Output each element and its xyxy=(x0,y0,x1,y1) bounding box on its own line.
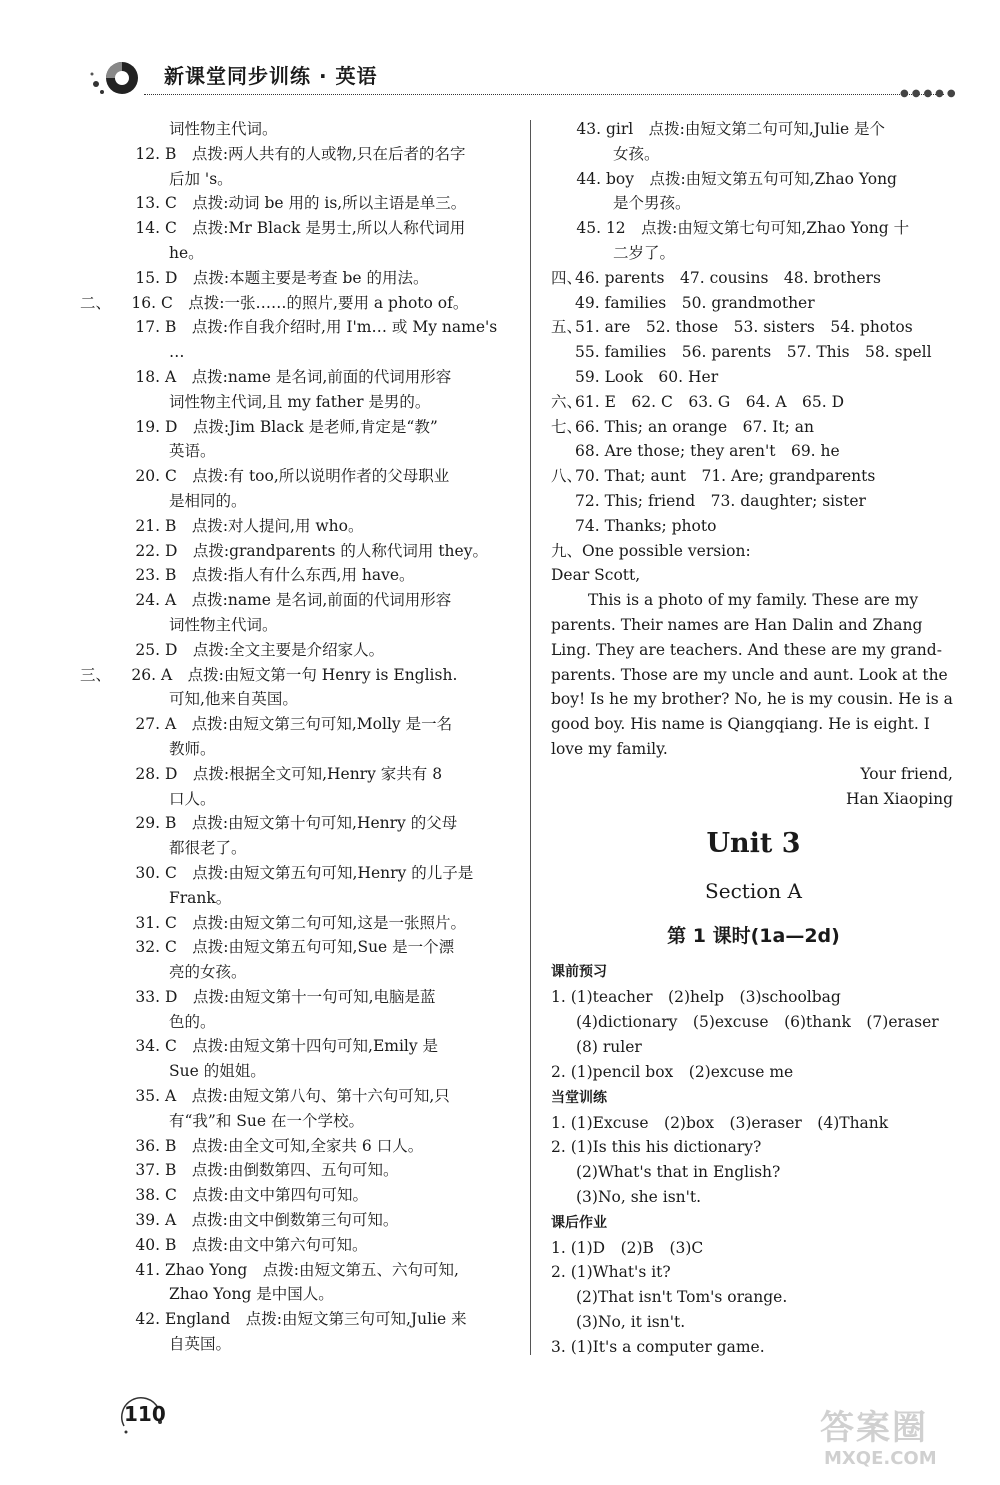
letter-line: good boy. His name is Qiangqiang. He is eight. I xyxy=(551,715,930,734)
answer-45: 45. 12 点拨:由短文第七句可知,Zhao Yong 十 xyxy=(576,219,910,238)
book-logo-icon xyxy=(88,54,146,98)
answer-31: 31. C 点拨:由短文第二句可知,这是一张照片。 xyxy=(135,913,466,932)
answers-49-50: 49. families 50. grandmother xyxy=(575,293,815,312)
preview-heading: 课前预习 xyxy=(551,964,607,981)
preview-answer-1: 1. (1)teacher (2)help (3)schoolbag xyxy=(551,988,841,1007)
answer-34: 34. C 点拨:由短文第十四句可知,Emily 是 xyxy=(135,1037,439,1056)
letter-line: boy! Is he my brother? No, he is my cousin. He is a xyxy=(551,690,953,709)
column-divider xyxy=(530,120,531,1355)
answer-12: 12. B 点拨:两人共有的人或物,只在后者的名字 xyxy=(135,144,466,163)
answer-20: 20. C 点拨:有 too,所以说明作者的父母职业 xyxy=(135,467,450,486)
answer-22: 22. D 点拨:grandparents 的人称代词用 they。 xyxy=(135,541,488,560)
answer-24: 24. A 点拨:name 是名词,前面的代词用形容 xyxy=(135,591,452,610)
answer-36: 36. B 点拨:由全文可知,全家共 6 口人。 xyxy=(135,1136,424,1155)
answer-13: 13. C 点拨:动词 be 用的 is,所以主语是单三。 xyxy=(135,194,467,213)
answer-14: 14. C 点拨:Mr Black 是男士,所以人称代词用 xyxy=(135,219,466,238)
answer-28: 28. D 点拨:根据全文可知,Henry 家共有 8 xyxy=(135,764,443,783)
letter-line: parents. Those are my uncle and aunt. Look at the xyxy=(551,665,948,684)
answer-39: 39. A 点拨:由文中倒数第三句可知。 xyxy=(135,1211,399,1230)
answer-42: 42. England 点拨:由短文第三句可知,Julie 来 xyxy=(135,1310,467,1329)
homework-heading: 课后作业 xyxy=(551,1214,607,1231)
unit-title: Unit 3 xyxy=(706,828,801,860)
answer-29: 29. B 点拨:由短文第十句可知,Henry 的父母 xyxy=(135,814,458,833)
answers-68-69: 68. Are those; they aren't 69. he xyxy=(575,442,840,461)
answer-15: 15. D 点拨:本题主要是考查 be 的用法。 xyxy=(135,268,429,287)
letter-signature: Han Xiaoping xyxy=(845,789,953,808)
class-answer-1: 1. (1)Excuse (2)box (3)eraser (4)Thank xyxy=(551,1113,889,1132)
section-title: Section A xyxy=(705,879,802,904)
homework-answer-2: 2. (1)What's it? xyxy=(551,1263,671,1282)
left-column: 词性物主代词。 12. B 点拨:两人共有的人或物,只在后者的名字 后加 's。 13. C 点拨:动词 be 用的 is,所以主语是单三。 14. C 点拨:Mr Black 是男士,所以人称代词用 he。 15. D 点拨:本题主要是考查 be 的用法。 二、 16. C 点拨:一张……的照片,要用 a photo of。 17. B 点拨:作自我介绍时,用 I'm… 或 My name's … 18. A 点拨:name 是名词,前面的代词用形容 词性物主代词,且 my father 是男的。 19. D 点拨:Jim Black 是老师,肯定是“教” 英语。 20. C 点拨:有 too,所以说明作者的父母职业 是相同的。 21. B 点拨:对人提问,用 who。 22. D 点拨:grandparents 的人称代词用 they。 23. B 点拨:指人有什么东西,用 have。 24. A 点拨:name 是名词,前面的代词用形容 词性物主代词。 25. D 点拨:全文主要是介绍家人。 三、 26. A 点拨:由短文第一句 Henry is English. 可知,他来自英国。 27. A 点拨:由短文第三句可知,Molly 是一名 教师。 28. D 点拨:根据全文可知,Henry 家共有 8 口人。 29. B 点拨:由短文第十句可知,Henry 的父母 都很老了。 30. C 点拨:由短文第五句可知,Henry 的儿子是 Frank。 31. C 点拨:由短文第二句可知,这是一张照片。 32. C 点拨:由短文第五句可知,Sue 是一个漂 亮的女孩。 33. D 点拨:由短文第十一句可知,电脑是蓝 色的。 34. C 点拨:由短文第十四句可知,Emily 是 Sue 的姐姐。 35. A 点拨:由短文第八句、第十六句可知,只 有“我”和 Sue 在一个学校。 36. B 点拨:由全文可知,全家共 6 口人。 37. B 点拨:由倒数第四、五句可知。 38. C 点拨:由文中第四句可知。 39. A 点拨:由文中倒数第三句可知。 40. B 点拨:由文中第六句可知。 41. Zhao Yong 点拨:由短文第五、六句可知, Zhao Yong 是中国人。 42. England 点拨:由短文第三句可知,Julie 来 自英国。 xyxy=(108,117,516,1357)
lesson-title: 第 1 课时(1a—2d) xyxy=(667,925,840,948)
answer-43: 43. girl 点拨:由短文第二句可知,Julie 是个 xyxy=(576,120,886,138)
answers-70-71: 八、70. That; aunt 71. Are; grandparents xyxy=(551,467,876,486)
answer-16: 二、 16. C 点拨:一张……的照片,要用 a photo of。 xyxy=(80,293,469,312)
answers-74: 74. Thanks; photo xyxy=(575,516,717,535)
answers-51-54: 五、51. are 52. those 53. sisters 54. photos xyxy=(551,318,913,337)
answer-18: 18. A 点拨:name 是名词,前面的代词用形容 xyxy=(135,367,452,386)
class-practice-heading: 当堂训练 xyxy=(551,1089,607,1106)
answer-27: 27. A 点拨:由短文第三句可知,Molly 是一名 xyxy=(135,715,453,734)
answer-35: 35. A 点拨:由短文第八句、第十六句可知,只 xyxy=(135,1087,450,1106)
homework-answer-1: 1. (1)D (2)B (3)C xyxy=(551,1238,704,1257)
letter-closing: Your friend, xyxy=(860,764,953,783)
answers-55-58: 55. families 56. parents 57. This 58. spell xyxy=(575,343,932,362)
letter-line: love my family. xyxy=(551,739,668,758)
answer-33: 33. D 点拨:由短文第十一句可知,电脑是蓝 xyxy=(135,987,436,1006)
letter-greeting: Dear Scott, xyxy=(551,566,641,585)
answer-23: 23. B 点拨:指人有什么东西,用 have。 xyxy=(135,566,415,585)
answer-19: 19. D 点拨:Jim Black 是老师,肯定是“教” xyxy=(135,417,438,436)
page-number: 110 xyxy=(124,1402,166,1426)
letter-line: Ling. They are teachers. And these are my grand- xyxy=(551,640,942,659)
answers-61-65: 六、61. E 62. C 63. G 64. A 65. D xyxy=(551,392,845,411)
answers-59-60: 59. Look 60. Her xyxy=(575,367,719,386)
answer-44: 44. boy 点拨:由短文第五句可知,Zhao Yong xyxy=(576,169,897,188)
right-column: 43. girl 点拨:由短文第二句可知,Julie 是个 女孩。 44. boy 点拨:由短文第五句可知,Zhao Yong 是个男孩。 45. 12 点拨:由短文第七句可知,Zhao Yong 十 二岁了。 四、46. parents 47. cousins 48. brothers 49. families 50. grandmother 五、51. are 52. those 53. sisters 54. photos 55. families 56. parents 57. This 58. spell 59. Look 60. Her 六、61. E 62. C 63. G 64. A 65. D 七、66. This; an orange 67. It; an 68. Are those; they aren't 69. he 八、70. That; aunt 71. Are; grandparents 72. This; friend 73. daughter; sister 74. Thanks; photo 九、One possible version: Dear Scott, This is a photo of my family. These are my parents. Their names are Han Dalin and Zhang Ling. They are teachers. And these are my grand- parents. Those are my uncle and aunt. Look at the boy! Is he my brother? No, he is my cousin. He is a good boy. His name is Qiangqiang. He is eight. I love my family. Your friend, Han Xiaoping Unit 3 Section A 第 1 课时(1a—2d) 课前预习 1. (1)teacher (2)help (3)schoolbag (4)dictionary (5)excuse (6)thank (7)eraser (8) ruler 2. (1)pencil box (2)excuse me 当堂训练 1. (1)Excuse (2)box (3)eraser (4)Thank 2. (1)Is this his dictionary? (2)What's that in English? (3)No, she isn't. 课后作业 1. (1)D (2)B (3)C 2. (1)What's it? (2)That isn't Tom's orange. (3)No, it isn't. 3. (1)It's a computer game. xyxy=(551,117,956,1360)
answer-21: 21. B 点拨:对人提问,用 who。 xyxy=(135,516,364,535)
section-9-heading: 九、One possible version: xyxy=(551,541,751,560)
book-title: 新课堂同步训练 · 英语 xyxy=(164,64,378,88)
answer-26: 三、 26. A 点拨:由短文第一句 Henry is English. xyxy=(80,665,458,684)
answers-66-67: 七、66. This; an orange 67. It; an xyxy=(551,417,814,436)
letter-line: This is a photo of my family. These are my xyxy=(588,591,919,610)
answer-17: 17. B 点拨:作自我介绍时,用 I'm… 或 My name's xyxy=(135,318,498,337)
header-rule xyxy=(144,94,944,95)
answer-37: 37. B 点拨:由倒数第四、五句可知。 xyxy=(135,1161,399,1180)
answer-continuation: 词性物主代词。 xyxy=(169,120,278,138)
class-answer-2: 2. (1)Is this his dictionary? xyxy=(551,1138,762,1157)
answer-30: 30. C 点拨:由短文第五句可知,Henry 的儿子是 xyxy=(135,863,474,882)
homework-answer-3: 3. (1)It's a computer game. xyxy=(551,1337,765,1356)
answers-72-73: 72. This; friend 73. daughter; sister xyxy=(575,491,866,510)
header-dots: ●●●●● xyxy=(900,88,959,99)
answer-41: 41. Zhao Yong 点拨:由短文第五、六句可知, xyxy=(135,1260,459,1279)
answer-32: 32. C 点拨:由短文第五句可知,Sue 是一个漂 xyxy=(135,938,455,957)
preview-answer-2: 2. (1)pencil box (2)excuse me xyxy=(551,1062,794,1081)
answer-40: 40. B 点拨:由文中第六句可知。 xyxy=(135,1235,368,1254)
letter-line: parents. Their names are Han Dalin and Zhang xyxy=(551,615,923,634)
page-header xyxy=(88,52,958,100)
answers-46-48: 四、46. parents 47. cousins 48. brothers xyxy=(551,268,881,287)
watermark-logo: 答案圈 MXQE.COM xyxy=(820,1408,937,1469)
answer-38: 38. C 点拨:由文中第四句可知。 xyxy=(135,1186,369,1205)
answer-25: 25. D 点拨:全文主要是介绍家人。 xyxy=(135,640,385,659)
